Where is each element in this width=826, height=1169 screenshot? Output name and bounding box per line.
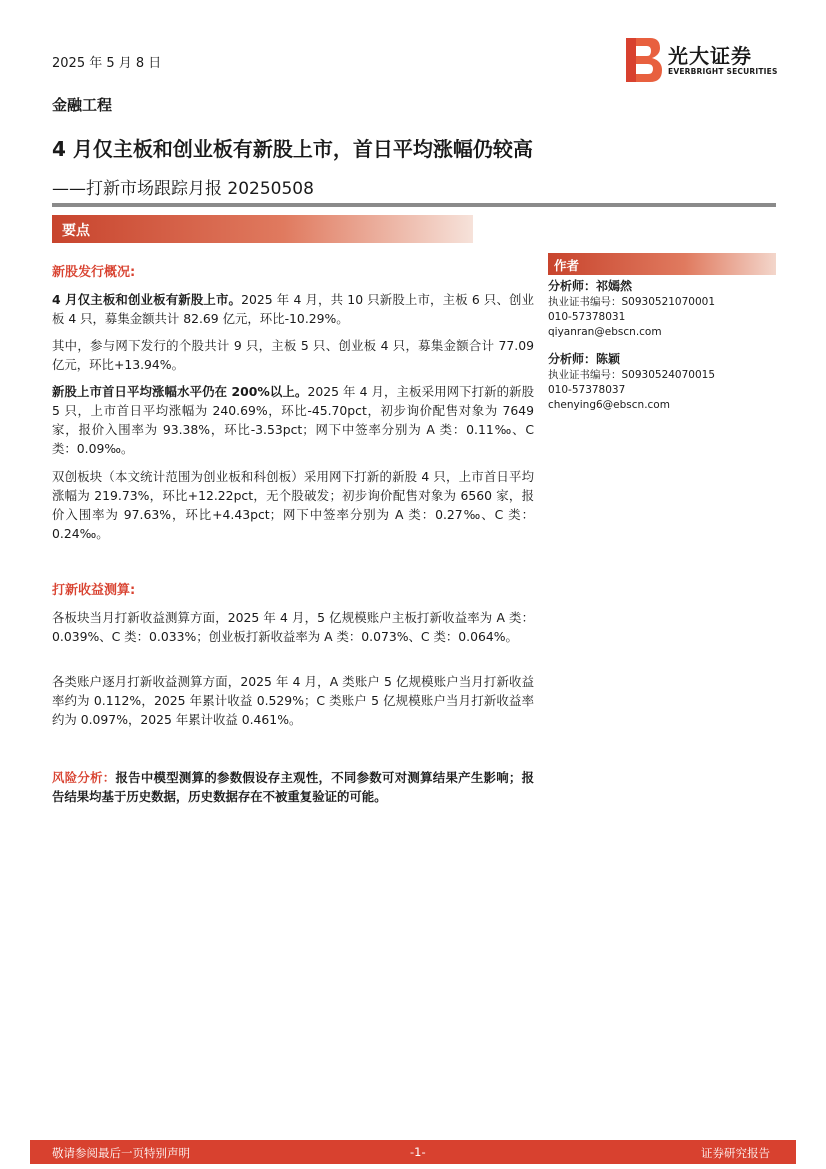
issue-p3-text: 2025 年 4 月，主板采用网下打新的新股 5 只，上市首日平均涨幅为 240.69%，环比-45.70pct，初步询价配售对象为 7649 家，报价入围率为 93.38%，环比-3.53pct；网下中签率分别为 A 类：0.11‰、C 类：0.09‰。 [52, 384, 535, 456]
brand-name-en: EVERBRIGHT SECURITIES [668, 67, 778, 76]
yield-paragraph-1 [52, 608, 534, 646]
report-category: 金融工程 [52, 96, 113, 114]
author-card-1 [548, 278, 776, 340]
author-email[interactable]: chenying6@ebscn.com [548, 399, 670, 411]
yield-paragraph-2 [52, 672, 534, 729]
key-points-label: 要点 [62, 223, 90, 239]
report-title: 4 月仅主板和创业板有新股上市，首日平均涨幅仍较高 [52, 137, 533, 161]
author-email[interactable]: qiyanran@ebscn.com [548, 326, 662, 338]
author-name: 分析师：陈颖 [548, 352, 621, 366]
issue-p1-text: 2025 年 4 月，共 10 只新股上市，主板 6 只、创业板 4 只，募集金额共计 82.69 亿元，环比-10.29%。 [52, 292, 534, 326]
yield-p1-text: 各板块当月打新收益测算方面，2025 年 4 月，5 亿规模账户主板打新收益率为 A 类：0.039%、C 类：0.033%；创业板打新收益率为 A 类：0.073%、C 类：0.064%。 [52, 610, 534, 644]
report-date: 2025 年 5 月 8 日 [52, 56, 162, 71]
issue-heading [52, 262, 534, 282]
author-phone: 010-57378031 [548, 311, 626, 323]
issue-p1-bold: 4 月仅主板和创业板有新股上市。 [52, 292, 242, 307]
title-divider [52, 203, 776, 207]
author-card-2 [548, 351, 776, 413]
brand-logo-icon [626, 38, 666, 82]
issue-p2-text: 其中，参与网下发行的个股共计 9 只，主板 5 只、创业板 4 只，募集金额合计 77.09 亿元，环比+13.94%。 [52, 338, 534, 372]
authors-label: 作者 [554, 258, 580, 273]
authors-banner [548, 253, 776, 275]
page-number: -1- [410, 1145, 426, 1159]
yield-heading [52, 580, 534, 600]
risk-label: 风险分析： [52, 770, 116, 785]
issue-p3-bold: 新股上市首日平均涨幅水平仍在 200%以上。 [52, 384, 308, 399]
yield-heading-text: 打新收益测算: [52, 583, 136, 598]
issue-paragraph-3 [52, 382, 534, 458]
author-phone: 010-57378037 [548, 384, 626, 396]
page-footer [30, 1140, 796, 1164]
author-cert: 执业证书编号：S0930521070001 [548, 296, 716, 308]
author-cert: 执业证书编号：S0930524070015 [548, 369, 716, 381]
footer-report-type: 证券研究报告 [701, 1146, 770, 1160]
key-points-banner [52, 215, 473, 243]
risk-text: 报告中模型测算的参数假设存主观性，不同参数可对测算结果产生影响；报告结果均基于历史数据，历史数据存在不被重复验证的可能。 [52, 770, 535, 804]
brand-name-cn: 光大证券 [668, 44, 752, 68]
issue-heading-text: 新股发行概况: [52, 265, 136, 280]
issue-p4-text: 双创板块（本文统计范围为创业板和科创板）采用网下打新的新股 4 只，上市首日平均涨幅为 219.73%，环比+12.22pct，无个股破发；初步询价配售对象为 6560 家，报价入围率为 97.63%，环比+4.43pct；网下中签率分别为 A 类：0.27‰、C 类：0.24‰。 [52, 469, 534, 541]
footer-disclaimer: 敬请参阅最后一页特别声明 [52, 1146, 190, 1160]
issue-paragraph-4 [52, 467, 534, 543]
report-subtitle: ——打新市场跟踪月报 20250508 [52, 179, 314, 199]
issue-paragraph-1 [52, 290, 534, 328]
author-name: 分析师：祁嫣然 [548, 279, 633, 293]
issue-paragraph-2 [52, 336, 534, 374]
yield-p2-text: 各类账户逐月打新收益测算方面，2025 年 4 月，A 类账户 5 亿规模账户当月打新收益率约为 0.112%，2025 年累计收益 0.529%；C 类账户 5 亿规模账户当月打新收益率约为 0.097%，2025 年累计收益 0.461%。 [52, 674, 534, 727]
risk-paragraph [52, 768, 534, 806]
